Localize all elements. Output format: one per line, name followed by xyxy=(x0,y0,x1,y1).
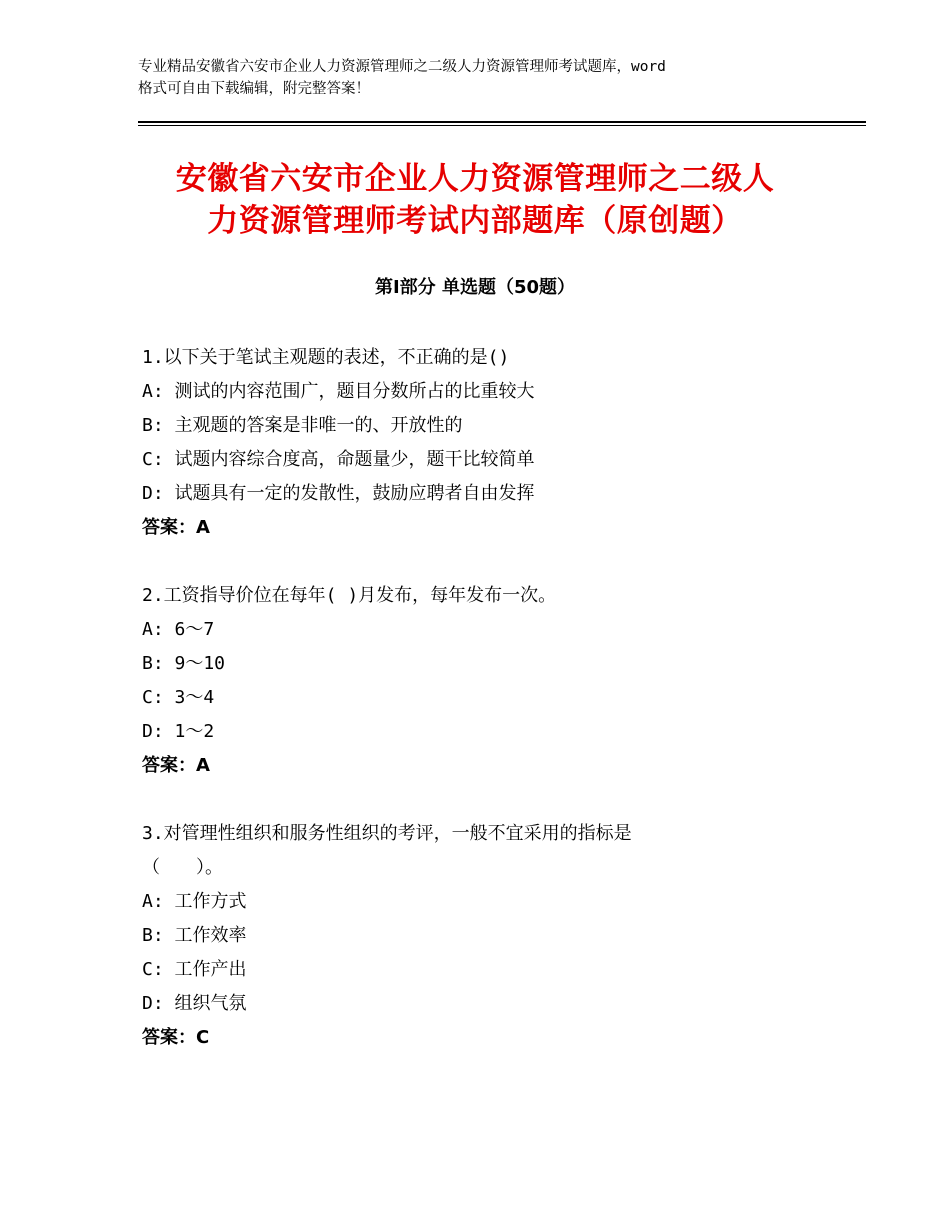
option-a: A: 测试的内容范围广，题目分数所占的比重较大 xyxy=(142,381,535,402)
question-3 xyxy=(142,817,822,1055)
option-a: A: 6～7 xyxy=(142,619,215,640)
option-b: B: 9～10 xyxy=(142,653,226,674)
document-title-line-2: 力资源管理师考试内部题库（原创题） xyxy=(207,203,743,239)
question-stem: 3.对管理性组织和服务性组织的考评，一般不宜采用的指标是 xyxy=(142,823,632,844)
option-d: D: 组织气氛 xyxy=(142,993,247,1014)
option-d: D: 1～2 xyxy=(142,721,215,742)
header-divider-thin xyxy=(138,125,866,126)
document-title xyxy=(138,158,812,242)
section-heading: 第Ⅰ部分 单选题（50题） xyxy=(374,277,575,298)
header-note-line-1: 专业精品安徽省六安市企业人力资源管理师之二级人力资源管理师考试题库，word xyxy=(138,59,666,75)
question-stem-continuation: （ ）。 xyxy=(142,857,223,878)
option-a: A: 工作方式 xyxy=(142,891,247,912)
question-2 xyxy=(142,579,822,783)
document-title-line-1: 安徽省六安市企业人力资源管理师之二级人 xyxy=(175,161,775,197)
header-divider-thick xyxy=(138,121,866,123)
header-note xyxy=(138,56,838,100)
option-c: C: 工作产出 xyxy=(142,959,247,980)
question-list xyxy=(142,341,822,1089)
header-note-line-2: 格式可自由下载编辑，附完整答案！ xyxy=(138,81,370,97)
answer: 答案：C xyxy=(142,1027,210,1048)
option-d: D: 试题具有一定的发散性，鼓励应聘者自由发挥 xyxy=(142,483,535,504)
question-stem: 2.工资指导价位在每年( )月发布，每年发布一次。 xyxy=(142,585,557,606)
answer: 答案：A xyxy=(142,755,210,776)
option-b: B: 主观题的答案是非唯一的、开放性的 xyxy=(142,415,463,436)
answer: 答案：A xyxy=(142,517,210,538)
option-c: C: 试题内容综合度高，命题量少，题干比较简单 xyxy=(142,449,535,470)
question-stem: 1.以下关于笔试主观题的表述，不正确的是() xyxy=(142,347,510,368)
option-b: B: 工作效率 xyxy=(142,925,247,946)
option-c: C: 3～4 xyxy=(142,687,215,708)
question-1 xyxy=(142,341,822,545)
